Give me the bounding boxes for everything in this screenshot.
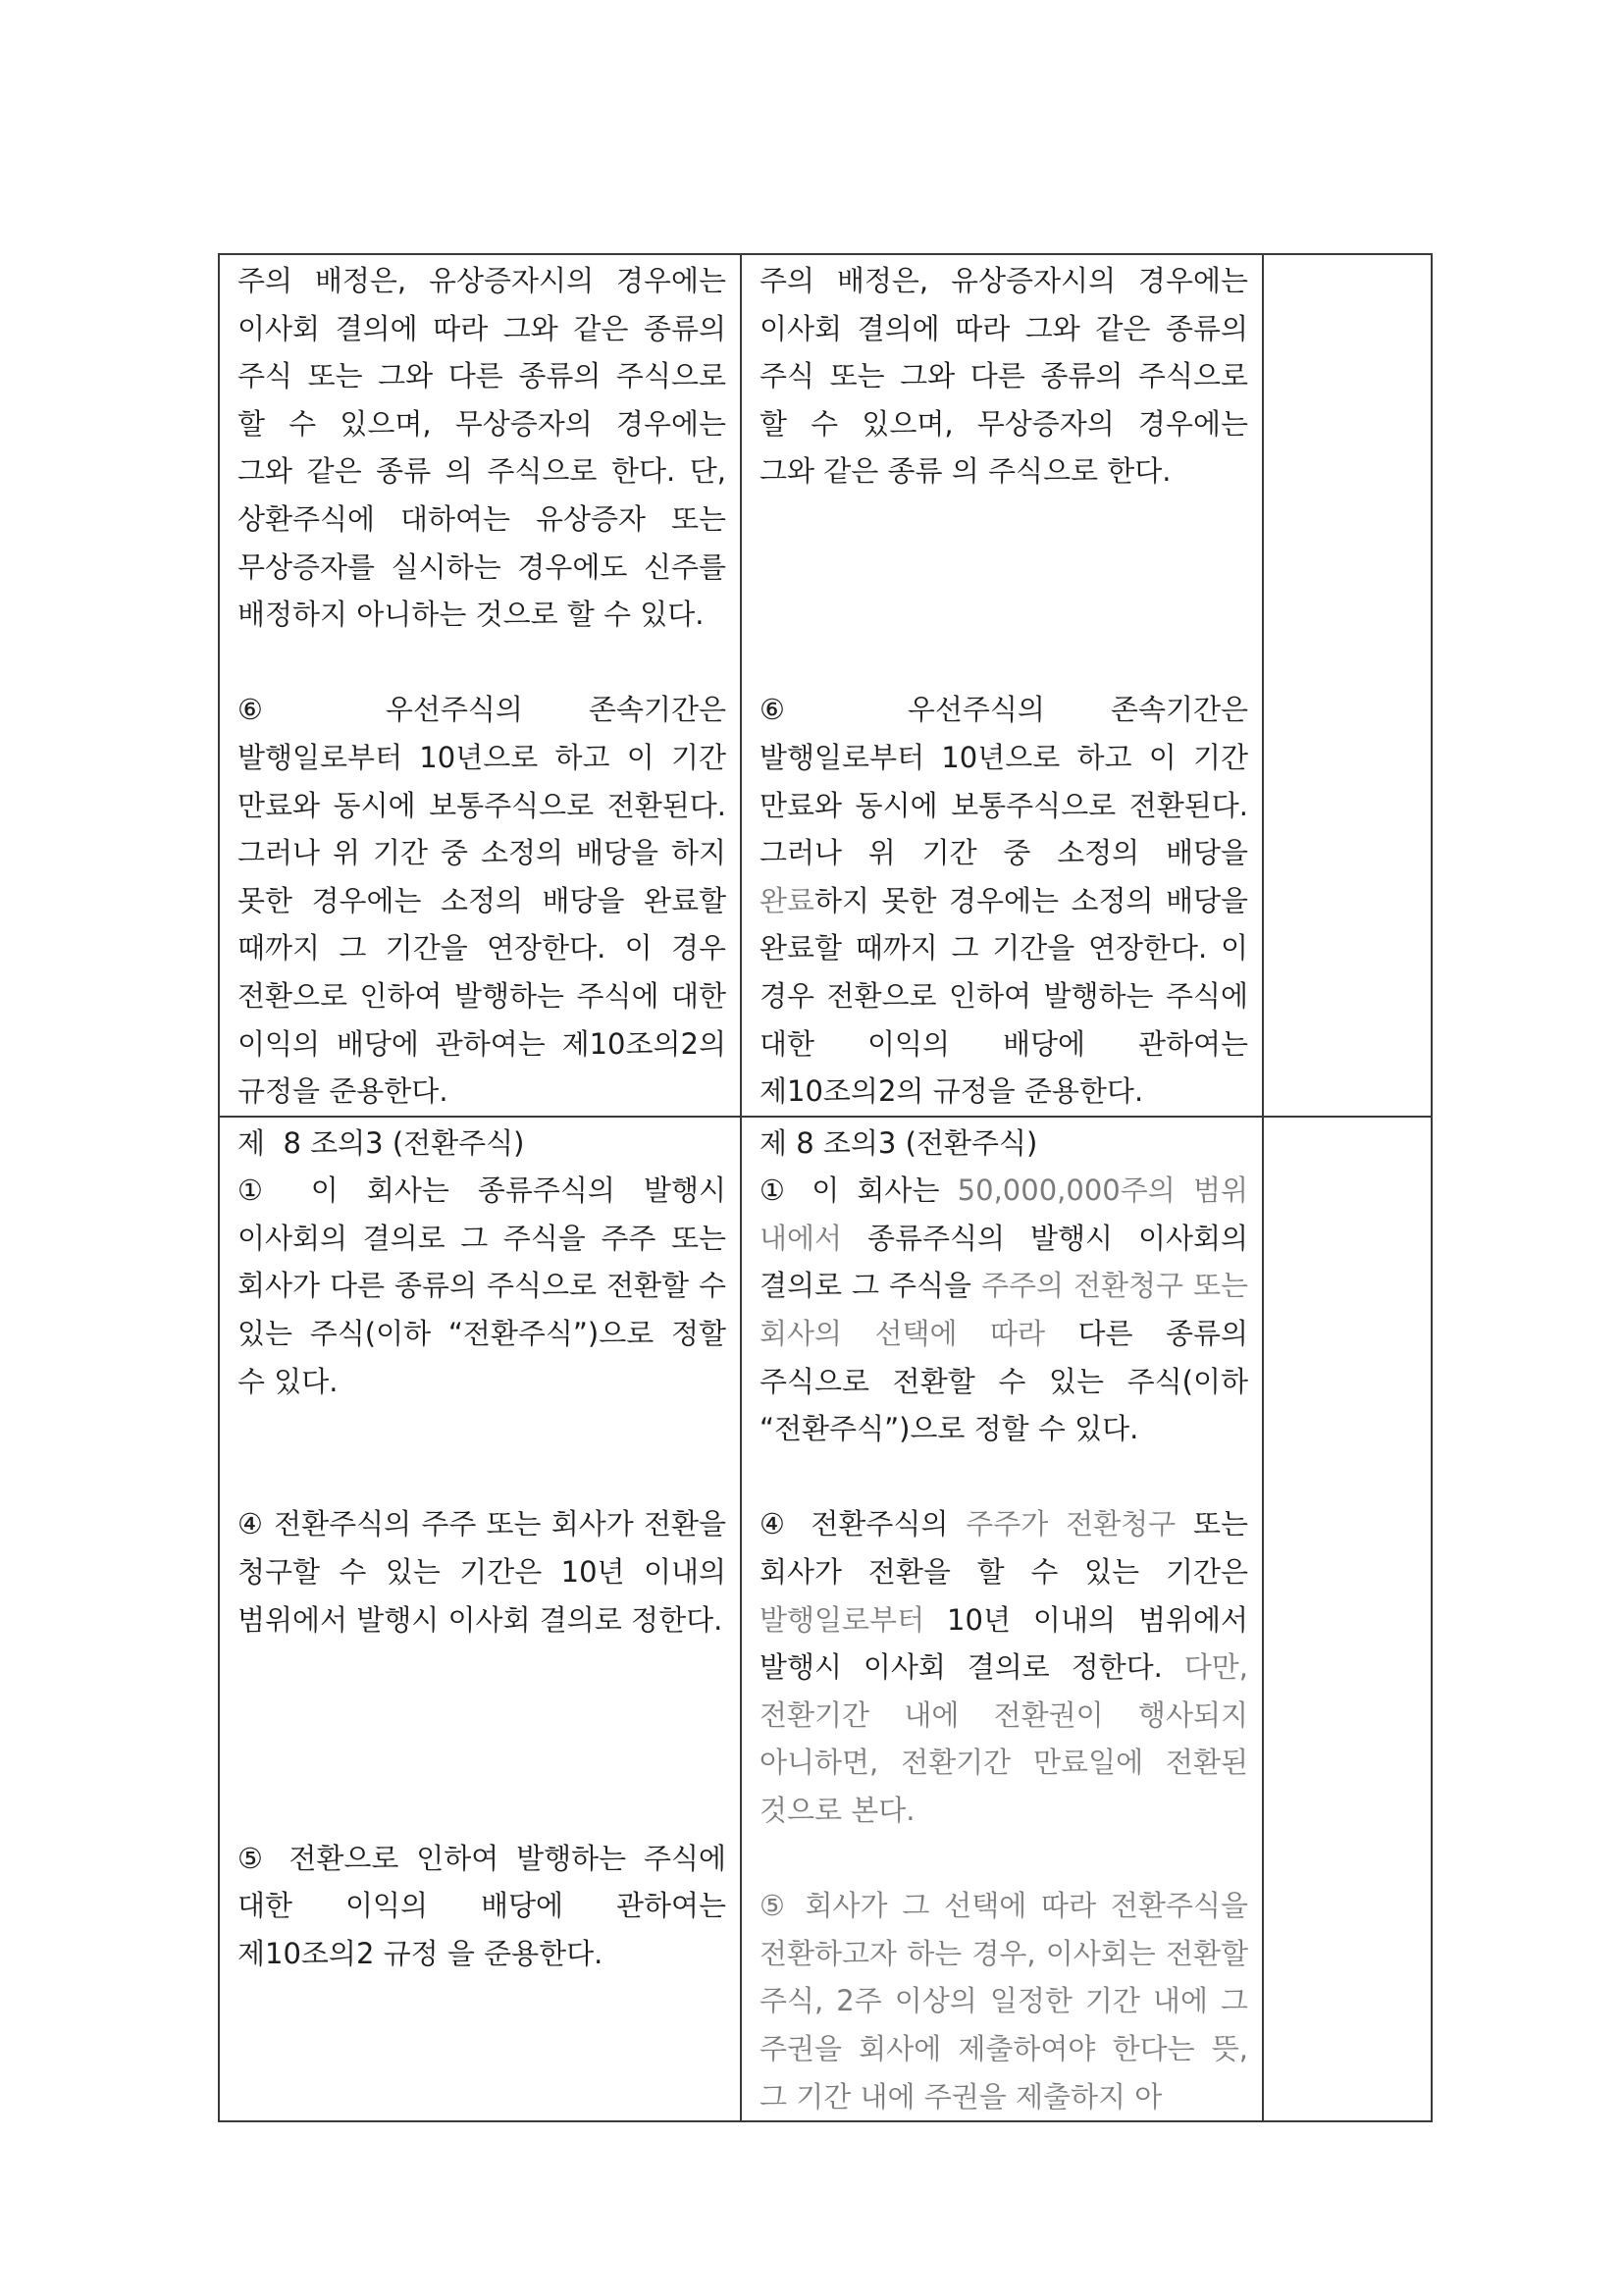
table-row [219,1117,1432,2121]
article-heading: 제 8 조의3 (전환주식) [237,1125,525,1160]
remarks-cell [1263,254,1432,1117]
amended-text: 완료 [759,883,815,917]
remarks-cell [1263,1117,1432,2121]
clause-text: 하지 못한 경우에는 소정의 배당을 완료할 때까지 그 기간을 연장한다. 이 경우 전환으로 인하여 발행하는 주식에 대한 이익의 배당에 관하여는 제10조의2의 규정을 준용한다. [759,883,1248,1109]
clause-1 [759,1167,1248,1453]
current-text-cell [219,254,741,1117]
clause-4 [759,1500,1248,1834]
amended-text: 발행일로부터 [759,1602,925,1637]
clause-text: 종류주식의 발행시 이사회의 결의로 그 주식을 [759,1221,1248,1303]
clause-text: ⑥ 우선주식의 존속기간은 발행일로부터 10년으로 하고 이 기간 만료와 동시에 보통주식으로 전환된다. 그러나 위 기간 중 소정의 배당을 [759,693,1248,870]
amended-text: 50,000,000주의 범위 내에서 [759,1174,1248,1255]
amended-text-cell [741,254,1263,1117]
clause-4: ④ 전환주식의 주주 또는 회사가 전환을 청구할 수 있는 기간은 10년 이내의 범위에서 발행시 이사회 결의로 정한다. [237,1507,726,1637]
table-row [219,254,1432,1117]
amended-text: 주주의 전환청구 또는 회사의 선택에 따라 [759,1269,1248,1351]
clause-6: ⑥ 우선주식의 존속기간은 발행일로부터 10년으로 하고 이 기간 만료와 동시에 보통주식으로 전환된다. 그러나 위 기간 중 소정의 배당을 하지 못한 경우에는 소정의 배당을 완료할 때까지 그 기간을 연장한다. 이 경우 전환으로 인하여 발행하는 주식에 대한 이익의 배당에 관하여는 제10조의2의 규정을 준용한다. [237,693,726,1109]
clause-1: ① 이 회사는 종류주식의 발행시 이사회의 결의로 그 주식을 주주 또는 회사가 다른 종류의 주식으로 전환할 수 있는 주식(이하 “전환주식”)으로 정할 수 있다. [237,1174,726,1398]
current-text-cell [219,1117,741,2121]
article-heading: 제 8 조의3 (전환주식) [759,1125,1038,1160]
clause-continuation: 주의 배정은, 유상증자시의 경우에는 이사회 결의에 따라 그와 같은 종류의 주식 또는 그와 다른 종류의 주식으로 할 수 있으며, 무상증자의 경우에는 그와 같은 종류 의 주식으로 한다. 단, 상환주식에 대하여는 유상증자 또는 무상증자를 실시하는 경우에도 신주를 배정하지 아니하는 것으로 할 수 있다. [237,264,726,632]
clause-5: ⑤ 회사가 그 선택에 따라 전환주식을 전환하고자 하는 경우, 이사회는 전환할 주식, 2주 이상의 일정한 기간 내에 그 주권을 회사에 제출하여야 한다는 뜻, 그 기간 내에 주권을 제출하지 아 [759,1889,1248,2113]
clause-text: 10년 이내의 범위에서 발행시 이사회 결의로 정한다. [759,1602,1248,1685]
amended-text: 주주가 전환청구 [966,1507,1177,1541]
clause-text: 또는 회사가 전환을 할 수 있는 기간은 [759,1507,1248,1590]
clause-text: 다른 종류의 주식으로 전환할 수 있는 주식(이하 “전환주식”)으로 정할 수 있다. [759,1317,1248,1446]
amendment-comparison-table [218,253,1433,2122]
amended-text: 다만, 전환기간 내에 전환권이 행사되지 아니하면, 전환기간 만료일에 전환된 것으로 본다. [759,1650,1248,1827]
clause-6 [759,686,1248,1115]
clause-5: ⑤ 전환으로 인하여 발행하는 주식에 대한 이익의 배당에 관하여는 제10조의2 규정 을 준용한다. [237,1841,726,1970]
clause-text: ① 이 회사는 [759,1174,958,1208]
amended-text-cell [741,1117,1263,2121]
clause-text: ④ 전환주식의 [759,1507,967,1541]
clause-continuation: 주의 배정은, 유상증자시의 경우에는 이사회 결의에 따라 그와 같은 종류의 주식 또는 그와 다른 종류의 주식으로 할 수 있으며, 무상증자의 경우에는 그와 같은 종류 의 주식으로 한다. [759,264,1248,489]
